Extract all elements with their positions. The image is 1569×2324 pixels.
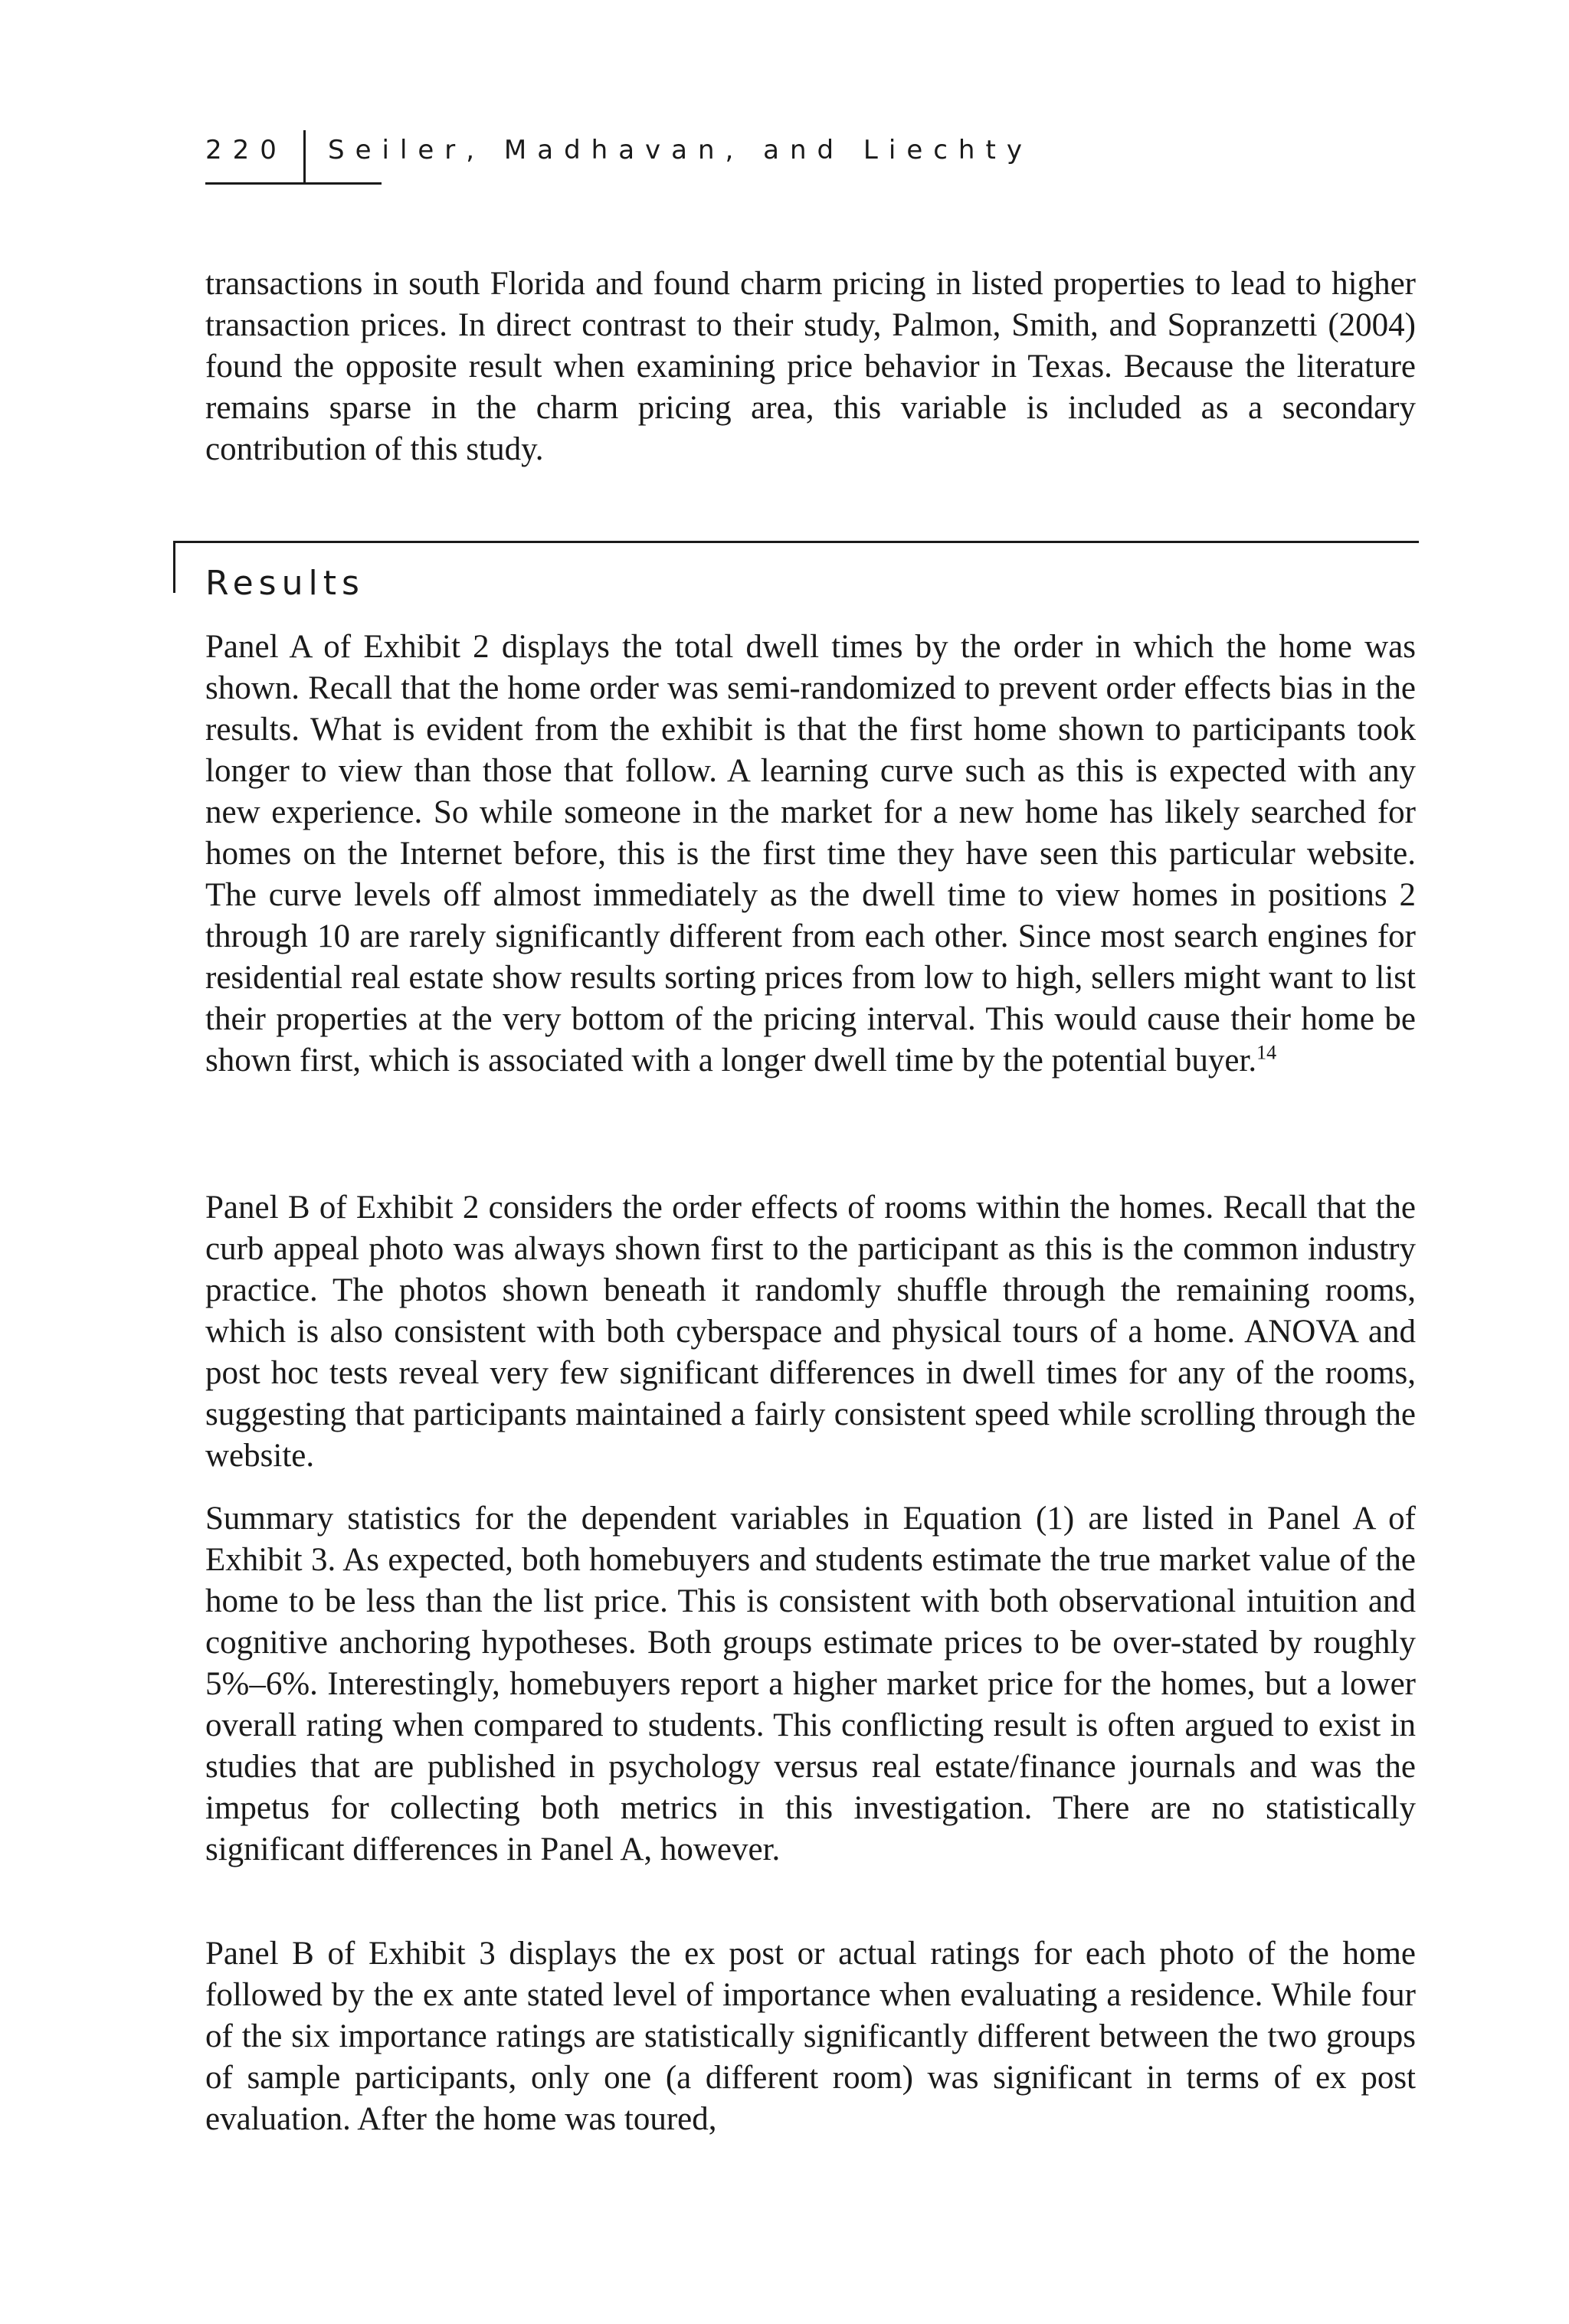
running-head-divider xyxy=(303,130,306,184)
section-rule-horizontal xyxy=(173,541,1419,543)
results-paragraph-4: Panel B of Exhibit 3 displays the ex post or actual ratings for each photo of the home followed by the ex ante stated level of importance when evaluating a residence. While four of the six importance ratings are statistically significantly different between the two groups of sample participants, only one (a different room) was significant in terms of ex post evaluation. After the home was toured, xyxy=(205,1936,1416,2137)
intro-paragraph: transactions in south Florida and found charm pricing in listed properties to lead to higher transaction prices. In direct contrast to their study, Palmon, Smith, and Sopranzetti (2004) found the opposite result when examining price behavior in Texas. Because the literature remains sparse in the charm pricing area, this variable is included as a secondary contribution of this study. xyxy=(205,266,1416,467)
section-heading-results: Results xyxy=(205,564,365,603)
results-paragraph-3: Summary statistics for the dependent variables in Equation (1) are listed in Panel A of Exhibit 3. As expected, both homebuyers and students estimate the true market value of the home to be less than the list price. This is consistent with both observational intuition and cognitive anchoring hypotheses. Both groups estimate prices to be over-stated by roughly 5%–6%. Interestingly, homebuyers report a higher market price for the homes, but a lower overall rating when compared to students. This conflicting result is often argued to exist in studies that are published in psychology versus real estate/finance journals and was the impetus for collecting both metrics in this investigation. There are no statistically significant differences in Panel A, however. xyxy=(205,1501,1416,1867)
results-paragraph-1-text: Panel A of Exhibit 2 displays the total dwell times by the order in which the home was shown. Recall that the home order was semi-randomized to prevent order effects bias in the results. What is evident from the exhibit is that the first home shown to participants took longer to view than those that follow. A learning curve such as this is expected with any new experience. So while someone in the market for a new home has likely searched for homes on the Internet before, this is the first time they have seen this particular website. The curve levels off almost immediately as the dwell time to view homes in positions 2 through 10 are rarely significantly different from each other. Since most search engines for residential real estate show results sorting prices from low to high, sellers might want to list their properties at the very bottom of the pricing interval. This would cause their home be shown first, which is associated with a longer dwell time by the potential buyer. xyxy=(205,629,1416,1079)
results-paragraph-1 xyxy=(205,627,1416,1082)
section-rule-vertical xyxy=(173,541,175,593)
running-head-underline xyxy=(205,182,382,185)
page-number: 220 xyxy=(205,135,287,165)
running-head-authors: Seiler, Madhavan, and Liechty xyxy=(328,135,1033,165)
results-paragraph-2: Panel B of Exhibit 2 considers the order effects of rooms within the homes. Recall that the curb appeal photo was always shown first to the participant as this is the common industry practice. The photos shown beneath it randomly shuffle through the remaining rooms, which is also consistent with both cyberspace and physical tours of a home. ANOVA and post hoc tests reveal very few significant differences in dwell times for any of the rooms, suggesting that participants maintained a fairly consistent speed while scrolling through the website. xyxy=(205,1190,1416,1474)
footnote-marker: 14 xyxy=(1256,1041,1277,1064)
